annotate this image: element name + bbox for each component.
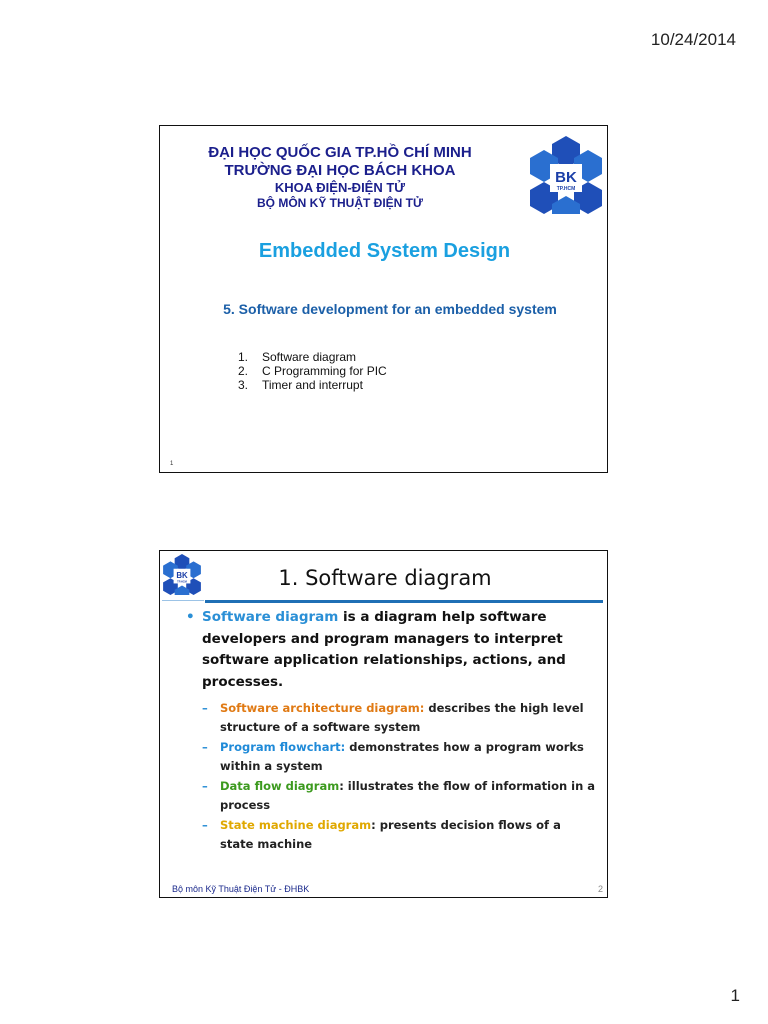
logo-subtext: TP.HCM [177, 580, 187, 584]
chapter-title: 5. Software development for an embedded system [223, 301, 557, 317]
item-text: Timer and interrupt [262, 378, 363, 392]
header-line-3: KHOA ĐIỆN-ĐIỆN TỬ [274, 180, 406, 195]
sub-bullet [202, 738, 596, 775]
sub-bullet [202, 816, 596, 853]
list-item [238, 364, 387, 378]
header-line-1: ĐẠI HỌC QUỐC GIA TP.HỒ CHÍ MINH [208, 144, 472, 161]
slide-1 [159, 125, 608, 473]
slide-body [186, 607, 596, 855]
dash-icon: – [202, 818, 208, 832]
sub-bullet-list [202, 699, 596, 853]
slide-number: 2 [597, 884, 603, 894]
dash-icon: – [202, 701, 208, 715]
bk-logo-icon [528, 134, 604, 214]
topic-list [238, 350, 387, 392]
page-number: 1 [730, 986, 740, 1005]
bullet-rest: is a diagram help software developers and program managers to interpret software application relationships, actions, and processes. [202, 609, 566, 690]
sub-rest: describes the high level structure of a software system [220, 701, 584, 734]
title-divider-thin [162, 600, 204, 601]
dash-icon: – [202, 740, 208, 754]
sub-term: Data flow diagram [220, 779, 340, 793]
bullet-text [202, 607, 596, 693]
item-text: Software diagram [262, 350, 357, 364]
course-title: Embedded System Design [258, 240, 511, 262]
dash-icon: – [202, 779, 208, 793]
page-date: 10/24/2014 [650, 30, 736, 49]
item-number: 3. [238, 378, 249, 392]
title-divider [205, 600, 603, 603]
logo-text: BK [176, 571, 188, 581]
sub-rest: : presents decision flows of a state machine [220, 818, 561, 851]
sub-rest: demonstrates how a program works within a system [220, 740, 584, 773]
slide-number: 1 [170, 461, 174, 467]
list-item [238, 350, 387, 364]
item-number: 1. [238, 350, 249, 364]
logo-subtext: TP.HCM [556, 186, 576, 192]
logo-text: BK [555, 169, 577, 186]
sub-term: Software architecture diagram: [220, 701, 425, 715]
sub-bullet [202, 777, 596, 814]
list-item [238, 378, 387, 392]
item-text: C Programming for PIC [262, 364, 387, 378]
sub-rest: : illustrates the flow of information in a process [220, 779, 596, 812]
sub-term: State machine diagram [220, 818, 372, 832]
item-number: 2. [238, 364, 249, 378]
header-line-2: TRƯỜNG ĐẠI HỌC BÁCH KHOA [224, 162, 456, 179]
bullet-icon: • [186, 609, 195, 625]
sub-term: Program flowchart: [220, 740, 346, 754]
main-bullet [186, 607, 596, 693]
sub-bullet [202, 699, 596, 736]
slide-footer: Bộ môn Kỹ Thuật Điện Tử - ĐHBK [172, 884, 310, 894]
slide-title: 1. Software diagram [278, 566, 492, 590]
header-line-4: BỘ MÔN KỸ THUẬT ĐIỆN TỬ [257, 196, 423, 210]
bullet-term: Software diagram [202, 609, 339, 625]
bk-logo-small-icon [162, 553, 202, 595]
university-header [160, 144, 520, 211]
slide-2 [159, 550, 608, 898]
